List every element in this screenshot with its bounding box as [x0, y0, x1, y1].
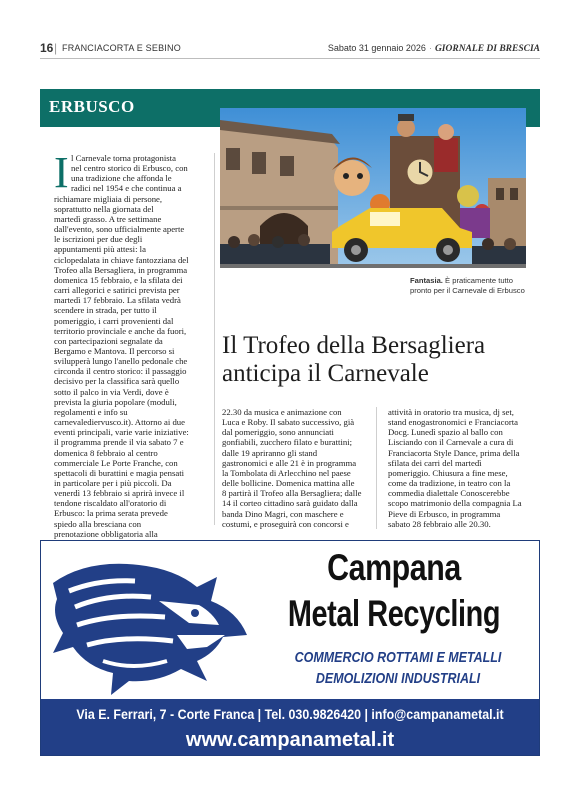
- text-line: sabato 28 febbraio alle 20.30.: [388, 518, 491, 529]
- text-line: dall'evento, sono ufficialmente aperte: [54, 224, 185, 235]
- article-column-3: [388, 407, 528, 529]
- text-line: ciclopedalata in chiave fantozziana del: [54, 254, 189, 265]
- ad-tagline-1: COMMERCIO ROTTAMI E METALLI: [294, 650, 502, 666]
- text-line: delle bollicine. Domenica mattina alle: [222, 478, 355, 489]
- carnival-float-image: [220, 108, 526, 268]
- text-line: commerciale Le Porte Franche, con: [54, 457, 178, 468]
- text-line: stand enogastronomici e Franciacorta: [388, 417, 519, 428]
- text-line: Bergamo e Mantova. Il percorso si: [54, 345, 175, 356]
- text-line: con partecipazioni segnalate da: [54, 335, 163, 346]
- headline-line-2: anticipa il Carnevale: [222, 360, 429, 387]
- header-rule: [40, 58, 540, 59]
- ad-company-name-line-1: Campana: [327, 547, 461, 588]
- photo-caption: [410, 276, 528, 295]
- column-rule-1: [214, 153, 215, 525]
- text-line: carnevalediervusco.it). Attorno ai due: [54, 417, 185, 428]
- text-line: banda Dino Magri, con maschere e: [222, 508, 344, 519]
- header-dot: ·: [428, 43, 432, 53]
- header-right: [328, 43, 540, 54]
- text-line: eventi principali, varie varie iniziative:: [54, 427, 189, 438]
- text-line: costumi, e proseguirà con concorsi e: [222, 518, 349, 529]
- text-line: domenica 15 febbraio, e la sfilata dei: [54, 274, 183, 285]
- text-line: l Carnevale torna protagonista: [71, 153, 176, 163]
- text-line: commedia dialettale Conoscerebbe: [388, 488, 510, 499]
- ad-tagline-2: DEMOLIZIONI INDUSTRIALI: [315, 671, 481, 687]
- article-column-2: [222, 407, 367, 529]
- text-line: carri allegorici e satirici prevista per: [54, 285, 180, 296]
- text-line: venerdì 13 febbraio si aprirà invece il: [54, 488, 185, 499]
- text-line: scendere in strada, per tutto il: [54, 305, 157, 316]
- text-line: pomeriggio. Chiusura a fine mese,: [388, 467, 508, 478]
- section-label: ERBUSCO: [49, 97, 135, 116]
- text-line: svilupperà lungo l'anello pedonale che: [54, 356, 188, 367]
- article-headline: [222, 332, 528, 388]
- text-line: tendone riscaldato all'oratorio di: [54, 498, 167, 509]
- text-line: Erbusco: la prima serata prevede: [54, 508, 168, 519]
- text-line: 8 partirà il Trofeo alla Bersagliera; dalle: [222, 488, 362, 499]
- text-line: le iscrizioni per due degli: [54, 234, 143, 245]
- text-line: Franciacorta Style Dance, prima della: [388, 447, 520, 458]
- text-line: nel centro storico di Erbusco, con: [71, 163, 188, 174]
- text-line: gonfiabili, zucchero filato e burattini;: [222, 437, 353, 448]
- text-line: martedì 17 febbraio. La sfilata vedrà: [54, 295, 181, 306]
- text-line: dal pomeriggio, sono annunciati: [222, 427, 334, 438]
- text-line: il programma prende il via sabato 7 e: [54, 437, 184, 448]
- text-line: richiamare migliaia di persone,: [54, 193, 163, 204]
- caption-lead: Fantasia.: [410, 276, 443, 285]
- text-line: 22.30 da musica e animazione con: [222, 407, 342, 417]
- text-line: martedì grasso. A tre settimane: [54, 213, 162, 224]
- text-line: pomeriggio, i carri provenienti dal: [54, 315, 174, 326]
- caption-text: È praticamente tutto pronto per il Carnevale di Erbusco: [410, 276, 525, 295]
- text-line: Trofeo alla Bersagliera, in programma: [54, 264, 188, 275]
- text-line: spiedo alla bresciana con: [54, 518, 142, 529]
- text-line: soprattutto nella giornata del: [54, 203, 154, 214]
- text-line: Lisciando con il Carnevale a cura di: [388, 437, 514, 448]
- headline-line-1: Il Trofeo della Bersagliera: [222, 332, 486, 359]
- text-line: regolamenti e info su: [54, 406, 128, 417]
- text-line: 14 il corteo cittadino sarà guidato dalla: [222, 498, 358, 509]
- text-line: spettacoli di burattini e magia pensati: [54, 467, 185, 478]
- text-line: domenica 8 febbraio al centro: [54, 447, 158, 458]
- advertisement[interactable]: [40, 540, 540, 756]
- column-rule-2: [376, 407, 377, 529]
- ad-website-link[interactable]: www.campanametal.it: [185, 729, 395, 751]
- ad-company-name-line-2: Metal Recycling: [287, 593, 501, 634]
- issue-date: Sabato 31 gennaio 2026: [327, 43, 426, 53]
- text-line: prevista la giuria popolare (moduli,: [54, 396, 177, 407]
- text-line: dalle 19 apriranno gli stand: [222, 447, 318, 458]
- text-line: prenotazione obbligatoria alla: [54, 528, 158, 539]
- text-line: Pieve di Erbusco, in programma: [388, 508, 501, 519]
- lion-head-logo-icon: [47, 549, 257, 697]
- text-line: radici nel 1954 e che continua a: [71, 183, 182, 194]
- text-line: appuntamenti più attesi: la: [54, 244, 146, 255]
- text-line: scopo matrimonio della compagnia La: [388, 498, 522, 509]
- newspaper-name: GIORNALE DI BRESCIA: [434, 44, 540, 54]
- ad-contact-line[interactable]: Via E. Ferrari, 7 - Corte Franca | Tel. 030.9826420 | info@campanametal.it: [76, 707, 504, 722]
- text-line: una tradizione che affonda le: [71, 173, 172, 184]
- text-line: sotto il palco in via Verdi, dove è: [54, 386, 169, 397]
- running-header: [40, 41, 540, 57]
- text-line: decisivo per la classifica sarà quello: [54, 376, 180, 387]
- text-line: Luca e Roby. Il sabato successivo, già: [222, 417, 355, 428]
- text-line: come da tradizione, in teatro con la: [388, 478, 511, 489]
- text-line: in particolare per i più piccoli. Da: [54, 478, 172, 488]
- carnival-photo: [220, 108, 526, 268]
- text-line: sfilata dei carri del martedì: [388, 457, 482, 468]
- article-column-1: [54, 148, 209, 549]
- section-name: FRANCIACORTA E SEBINO: [62, 43, 181, 53]
- drop-cap: I: [54, 148, 69, 197]
- text-line: territorio provinciale e anche da fuori,: [54, 325, 187, 336]
- text-line: attività in oratorio tra musica, dj set,: [388, 407, 514, 417]
- text-line: la Tombolata di Arlecchino nel paese: [222, 467, 351, 478]
- page-number: 16: [40, 41, 54, 55]
- header-separator: |: [54, 41, 58, 55]
- text-line: circonda il centro storico: il passaggio: [54, 366, 187, 377]
- text-line: Docg. Lunedì spazio al ballo con: [388, 427, 503, 438]
- text-line: gastronomici e alle 21 è in programma: [222, 457, 357, 468]
